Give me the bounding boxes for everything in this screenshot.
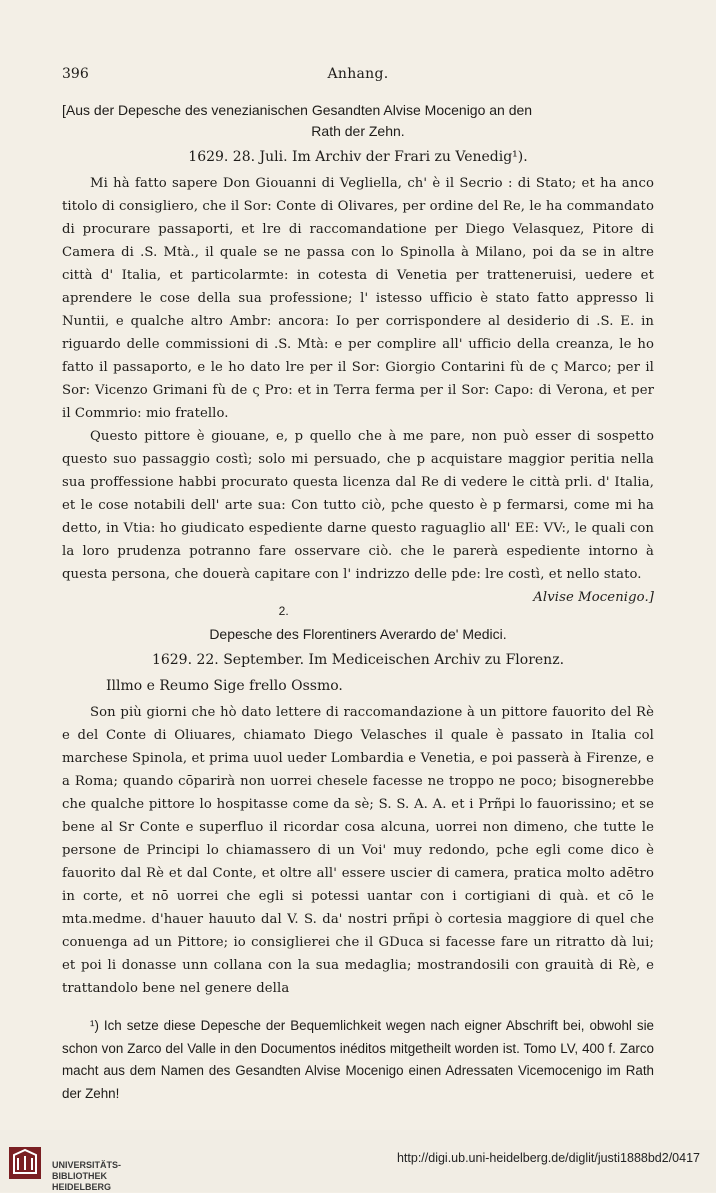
section1-paragraph-1: Mi hà fatto sapere Don Giouanni di Vegliella, ch' è il Secrio : di Stato; et ha anco titolo di consigliero, che il Sor: Conte di Olivares, per ordine del Re, le ha commandato di procurare passaporti, et lre di raccomandatione per Diego Velasquez, Pitore di Camera di .S. Mtà., il quale se ne passa con lo Spinolla à Milano, poi da se in altre città d' Italia, et particolarmte: in cotesta di Venetia per tratteneruisi, uedere et aprendere le cose della sua professione; l' istesso ufficio è stato fatto appresso li Nuntii, e qualche altro Ambr: ancora: Io per corrispondere al desiderio di .S. E. in riguardo delle commissioni di .S. Mtà: e per complire all' ufficio della creanza, le ho fatto il passaporto, e le ho dato lre per il Sor: Giorgio Contarini fù de ς Marco; per il Sor: Vicenzo Grimani fù de ς Pro: et in Terra ferma per il Sor: Capo: di Verona, et per il Commrio: mio fratello. <box>62 176 654 421</box>
running-head: Anhang. <box>327 66 389 82</box>
section1-date-line: 1629. 28. Juli. Im Archiv der Frari zu Venedig¹). <box>188 149 528 165</box>
section1-paragraph-2 <box>62 425 654 605</box>
section1-heading-line1: [Aus der Depesche des venezianischen Gesandten Alvise Mocenigo an den <box>62 102 533 118</box>
library-name <box>52 1160 121 1193</box>
page-number: 396 <box>62 66 89 82</box>
page-content <box>62 100 654 1000</box>
library-name-line3: HEIDELBERG <box>52 1182 112 1192</box>
digitization-footer <box>0 1130 716 1192</box>
footnote-text: ¹) Ich setze diese Depesche der Bequemlichkeit wegen nach eigner Abschrift bei, obwohl sie schon von Zarco del Valle in den Documentos inéditos mitgetheilt worden ist. Tomo LV, 400 f. Zarco macht aus dem Namen des Gesandten Alvise Mocenigo einen Adressaten Vicemocenigo im Rath der Zehn! <box>62 1018 654 1101</box>
page-header <box>62 66 654 86</box>
footnote <box>62 1015 654 1105</box>
section2-heading: Depesche des Florentiners Averardo de' Medici. <box>209 626 507 642</box>
section2-paragraph-1: Son più giorni che hò dato lettere di raccomandazione à un pittore fauorito del Rè e del Conte di Oliuares, chiamato Diego Velasches il quale è passato in Italia col marchese Spinola, et prima uuol ueder Lombardia e Venetia, e poi passerà à Firenze, e a Roma; quando cōparirà non uorrei chesele facesse ne troppo ne poco; bisognerebbe che qualche pittore lo hospitasse come da sè; S. S. A. A. et i Prñpi lo fauorissino; et se bene al Sr Conte e superfluo il ricordar cosa alcuna, uorrei non dimeno, che tutte le persone de Principi lo chiamassero di un Voi' muy redondo, pche egli come dico è fauorito dal Rè et dal Conte, et oltre all' essere uscier di camera, pratica molto adētro in corte, et nō uorrei che egli si potessi uantar con i cortigiani di quà. et cō le mta.medme. d'hauer hauuto dal V. S. da' nostri prñpi ò cortesia maggiore di quel che conuenga ad un Pittore; io consiglierei che il GDuca si facesse fare un ritratto dà lui; et poi li donasse unn collana con la sua medaglia; mostrandosili con grauità di Rè, e trattandolo bene nel genere della <box>62 705 654 996</box>
section2-number: 2. <box>278 604 289 618</box>
library-name-line2: BIBLIOTHEK <box>52 1171 107 1181</box>
section2-date-line: 1629. 22. September. Im Mediceischen Archiv zu Florenz. <box>151 652 565 668</box>
source-url-link[interactable]: http://digi.ub.uni-heidelberg.de/diglit/justi1888bd2/0417 <box>396 1151 700 1165</box>
section2-address: Illmo e Reumo Sige frello Ossmo. <box>106 678 343 694</box>
section1-paragraph-2-text: Questo pittore è giouane, e, p quello che à me pare, non può esser di sospetto questo suo passaggio costì; solo mi persuado, che p acquistare maggior peritia nella sua proffessione habbi procurato questa licenza dal Re di vedere le città prli. d' Italia, et le cose notabili dell' arte sua: Con tutto ciò, pche questo è p fermarsi, come mi ha detto, in Vtia: ho giudicato espediente darne questo raguaglio all' EE: VV:, le quali con la loro prudenza potranno fare osservare ciò. che le parerà espediente intorno à questa persona, che douerà capitare con l' indrizzo delle pde: lre costì, et nello stato. <box>62 429 654 582</box>
section1-heading-line2: Rath der Zehn. <box>311 123 405 139</box>
library-seal-icon <box>8 1146 42 1180</box>
library-name-line1: UNIVERSITÄTS- <box>52 1160 122 1170</box>
library-logo <box>8 1144 122 1192</box>
section1-signature: Alvise Mocenigo.] <box>533 590 654 605</box>
